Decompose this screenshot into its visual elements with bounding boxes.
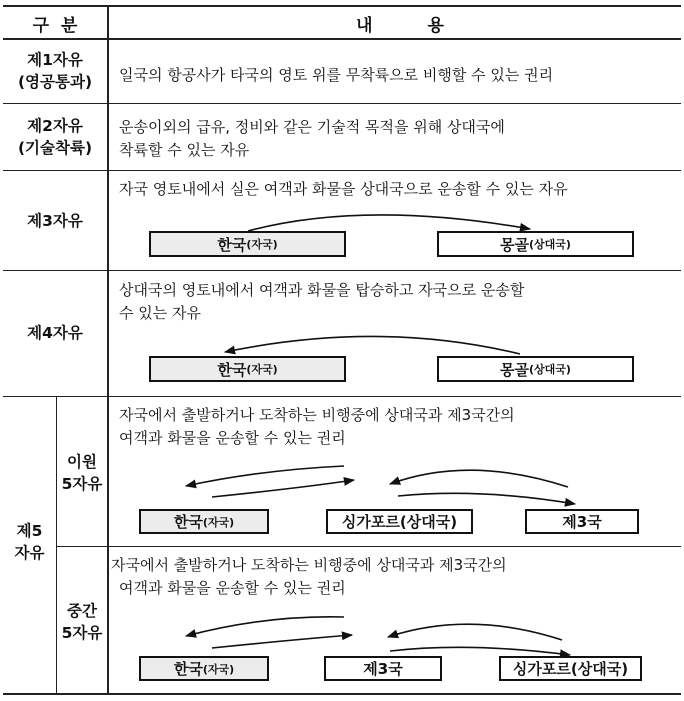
intermediate-partner-box: 싱가포르(상대국) bbox=[499, 656, 642, 681]
intermediate-third-box: 제3국 bbox=[324, 656, 442, 681]
beyond-label: 이원 5자유 bbox=[61, 453, 103, 493]
row2-text-line1: 운송이외의 급유, 정비와 같은 기술적 목적을 위해 상대국에 bbox=[119, 118, 505, 136]
row2-category: 제2자유 (기술착륙) bbox=[17, 117, 93, 157]
row4-destination-box: 몽골 (상대국) bbox=[437, 356, 634, 382]
beyond-text-line2: 여객과 화물을 운송할 수 있는 권리 bbox=[119, 429, 346, 447]
row3-destination-box: 몽골 (상대국) bbox=[437, 231, 634, 257]
row4-text-line2: 수 있는 자유 bbox=[119, 304, 201, 322]
header-category: 구 분 bbox=[32, 16, 78, 36]
intermediate-arrow-partner-to-third bbox=[388, 624, 562, 640]
beyond-text-line1: 자국에서 출발하거나 도착하는 비행중에 상대국과 제3국간의 bbox=[119, 406, 515, 424]
row3-origin-box: 한국 (자국) bbox=[149, 231, 346, 257]
row4-origin-box: 한국 (자국) bbox=[149, 356, 346, 382]
row3-arrow-korea-to-partner bbox=[248, 215, 530, 231]
beyond-third-box: 제3국 bbox=[525, 509, 639, 534]
intermediate-arrow-korea-to-third bbox=[212, 635, 352, 648]
beyond-arrow-partner-to-korea bbox=[186, 466, 344, 486]
beyond-arrow-partner-to-third bbox=[398, 493, 575, 504]
row1-category: 제1자유 (영공통과) bbox=[17, 51, 93, 91]
intermediate-text-line1: 자국에서 출발하거나 도착하는 비행중에 상대국과 제3국간의 bbox=[111, 556, 507, 574]
beyond-arrow-third-to-partner bbox=[390, 470, 568, 487]
header-content: 내 용 bbox=[356, 16, 444, 36]
row4-arrow-partner-to-korea bbox=[225, 336, 520, 354]
beyond-partner-box: 싱가포르(상대국) bbox=[326, 509, 473, 534]
beyond-arrow-korea-to-partner bbox=[212, 480, 354, 497]
intermediate-arrow-third-to-korea bbox=[186, 617, 344, 636]
row4-text-line1: 상대국의 영토내에서 여객과 화물을 탑승하고 자국으로 운송할 bbox=[119, 281, 525, 299]
intermediate-label: 중간 5자유 bbox=[61, 602, 103, 642]
intermediate-origin-box: 한국 (자국) bbox=[139, 656, 269, 681]
row3-category: 제3자유 bbox=[27, 212, 83, 230]
row1-text: 일국의 항공사가 타국의 영토 위를 무착륙으로 비행할 수 있는 권리 bbox=[119, 66, 554, 84]
intermediate-arrow-third-to-partner bbox=[390, 647, 570, 655]
beyond-origin-box: 한국 (자국) bbox=[139, 509, 269, 534]
row4-category: 제4자유 bbox=[27, 324, 83, 342]
row2-text-line2: 착륙할 수 있는 자유 bbox=[119, 141, 250, 159]
row3-text: 자국 영토내에서 실은 여객과 화물을 상대국으로 운송할 수 있는 자유 bbox=[119, 180, 568, 198]
intermediate-text-line2: 여객과 화물을 운송할 수 있는 권리 bbox=[119, 579, 346, 597]
fifth-category: 제5 자유 bbox=[14, 522, 45, 562]
